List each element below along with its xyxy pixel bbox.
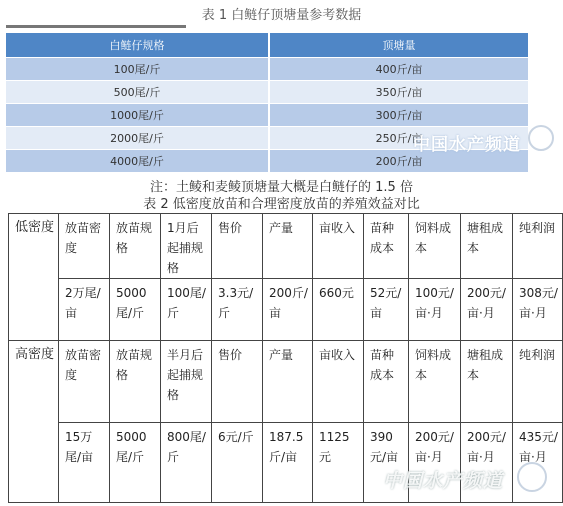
value-cell: 2万尾/亩 — [59, 279, 110, 341]
header-cell: 塘租成本 — [461, 341, 513, 423]
cropped-text-strip — [6, 23, 186, 31]
table2-caption: 表 2 低密度放苗和合理密度放苗的养殖效益对比 — [143, 197, 420, 212]
header-cell: 放苗密度 — [59, 341, 110, 423]
value-cell: 308元/亩·月 — [513, 279, 563, 341]
table1-cell: 350斤/亩 — [269, 81, 528, 104]
header-cell: 半月后起捕规格 — [161, 341, 212, 423]
value-cell: 200元/亩·月 — [461, 279, 513, 341]
header-cell: 饲料成本 — [409, 341, 461, 423]
value-cell: 3.3元/斤 — [212, 279, 263, 341]
value-cell: 15万尾/亩 — [59, 423, 110, 503]
table-row — [9, 341, 563, 423]
table1-cell: 400斤/亩 — [269, 58, 528, 81]
watermark-logo-icon — [528, 125, 554, 151]
table-row — [6, 104, 528, 127]
table1-header-yield: 顶塘量 — [269, 33, 528, 58]
value-cell: 390元/亩 — [364, 423, 409, 503]
value-cell: 52元/亩 — [364, 279, 409, 341]
value-cell: 100尾/斤 — [161, 279, 212, 341]
table1-header-spec: 白鲢仔规格 — [6, 33, 269, 58]
value-cell: 5000尾/斤 — [110, 423, 161, 503]
table1-cell: 1000尾/斤 — [6, 104, 269, 127]
table1-cell: 2000尾/斤 — [6, 127, 269, 150]
header-cell: 苗种成本 — [364, 341, 409, 423]
header-cell: 放苗密度 — [59, 214, 110, 279]
header-cell: 1月后起捕规格 — [161, 214, 212, 279]
value-cell: 200元/亩·月 — [461, 423, 513, 503]
table-row — [6, 58, 528, 81]
table1-caption: 表 1 白鲢仔顶塘量参考数据 — [201, 8, 362, 23]
table2 — [8, 213, 563, 503]
header-cell: 放苗规格 — [110, 341, 161, 423]
value-cell: 435元/亩·月 — [513, 423, 563, 503]
header-cell: 饲料成本 — [409, 214, 461, 279]
header-cell: 产量 — [263, 214, 313, 279]
row-label-high-density: 高密度 — [9, 341, 59, 503]
header-cell: 亩收入 — [313, 214, 364, 279]
table1-cell: 500尾/斤 — [6, 81, 269, 104]
value-cell: 800尾/斤 — [161, 423, 212, 503]
header-cell: 产量 — [263, 341, 313, 423]
value-cell: 1125元 — [313, 423, 364, 503]
value-cell: 200元/亩·月 — [409, 423, 461, 503]
watermark-logo-icon — [517, 462, 547, 492]
value-cell: 5000尾/斤 — [110, 279, 161, 341]
header-cell: 亩收入 — [313, 341, 364, 423]
value-cell: 100元/亩·月 — [409, 279, 461, 341]
value-cell: 187.5斤/亩 — [263, 423, 313, 503]
header-cell: 放苗规格 — [110, 214, 161, 279]
table1-cell: 200斤/亩 — [269, 150, 528, 173]
header-cell: 塘租成本 — [461, 214, 513, 279]
header-cell: 苗种成本 — [364, 214, 409, 279]
value-cell: 660元 — [313, 279, 364, 341]
row-label-low-density: 低密度 — [9, 214, 59, 341]
table-row — [9, 279, 563, 341]
watermark-text: 中国水产频道 — [413, 135, 521, 155]
value-cell: 6元/斤 — [212, 423, 263, 503]
header-cell: 售价 — [212, 341, 263, 423]
table1-cell: 100尾/斤 — [6, 58, 269, 81]
watermark-text: 中国水产频道 — [383, 470, 504, 492]
table1-cell: 250斤/亩 — [269, 127, 528, 150]
header-cell: 纯利润 — [513, 341, 563, 423]
table1-cell: 4000尾/斤 — [6, 150, 269, 173]
table-row — [9, 214, 563, 279]
note-text: 注：土鲮和麦鲮顶塘量大概是白鲢仔的 1.5 倍 — [150, 180, 413, 195]
header-cell: 售价 — [212, 214, 263, 279]
table1-header-row — [6, 33, 528, 58]
table1-cell: 300斤/亩 — [269, 104, 528, 127]
table-row — [6, 81, 528, 104]
header-cell: 纯利润 — [513, 214, 563, 279]
value-cell: 200斤/亩 — [263, 279, 313, 341]
